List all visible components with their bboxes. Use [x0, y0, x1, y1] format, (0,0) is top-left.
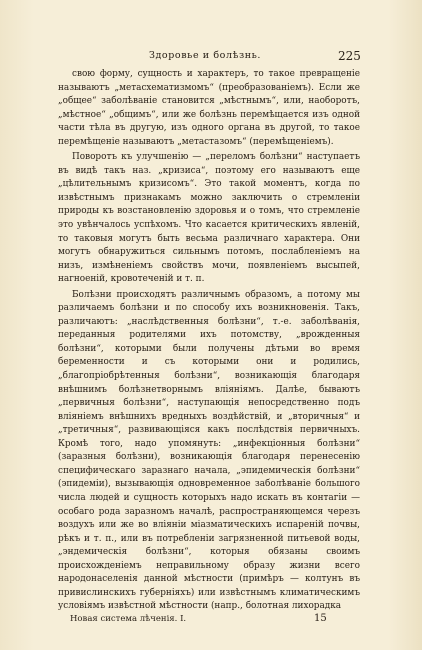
paragraph: свою форму, сущность и характеръ, то такое превращеніе называютъ „метасхематизмомъ“ (преобразованіемъ). Если же „общее“ заболѣваніе становится „мѣстнымъ“, или, наоборотъ, „мѣстное“ „общимъ“, или же болѣзнь перемѣщается изъ одной части тѣла въ другую, изъ одного органа въ другой, то такое перемѣщеніе называютъ „метастазомъ“ (перемѣщеніемъ). — [58, 69, 360, 147]
sheet-number: 15 — [314, 613, 327, 624]
paragraph: Болѣзни происходятъ различнымъ образомъ, а потому мы различаемъ болѣзни и по способу ихъ возникновенія. Такъ, различаютъ: „наслѣдственныя болѣзни“, т.-е. заболѣванія, переданныя родителями ихъ потомству, „врожденныя болѣзни“, которыми были получены дѣтьми во время беременности и съ которыми они и родились, „благопріобрѣтенныя болѣзни“, возникающія благодаря внѣшнимъ болѣзнетворнымъ вліяніямъ. Далѣе, бываютъ „первичныя болѣзни“, наступающія непосредственно подъ вліяніемъ внѣшнихъ вредныхъ воздѣйствій, и „вторичныя“ и „третичныя“, развивающіяся какъ послѣдствія первичныхъ. Кромѣ того, надо упомянуть: „инфекціонныя болѣзни“ (заразныя болѣзни), возникающія благодаря перенесенію специфическаго заразнаго начала, „эпидемическія болѣзни“ (эпидеміи), вызывающія одновременное заболѣваніе большого числа людей и сущность которыхъ надо искать въ контагіи — особаго рода заразномъ началѣ, распространяющемся черезъ воздухъ или же во вліяніи міазматическихъ испареній почвы, рѣкъ и т. п., или въ потребленіи загрязненной питьевой воды, „эндемическія болѣзни“, которыя обязаны своимъ происхожденіемъ неправильному образу жизни всего народонаселенія данной мѣстности (примѣръ — колтунъ въ привислинскихъ губерніяхъ) или извѣстнымъ климатическимъ условіямъ извѣстной мѣстности (напр., болотная лихорадка — [58, 289, 360, 612]
footer-signature: Новая система лѣченія. I. — [70, 614, 187, 624]
running-title: Здоровье и болѣзнь. — [148, 50, 262, 61]
paragraph: Поворотъ къ улучшенію — „переломъ болѣзни“ наступаетъ въ видѣ такъ наз. „кризиса“, поэтому его называютъ еще „цѣлительнымъ кризисомъ“. Это такой моментъ, когда по извѣстнымъ признакамъ можно заключить о стремленіи природы къ возстановленію здоровья и о томъ, что стремленіе это увѣнчалось успѣхомъ. Что касается критическихъ явленій, то таковыя могутъ быть весьма различнаго характера. Они могутъ обнаружиться сильнымъ потомъ, послабленіемъ на низъ, измѣненіемъ свойствъ мочи, появленіемъ высыпей, нагноеній, кровотеченій и т. п. — [58, 152, 360, 285]
body-text — [58, 68, 360, 614]
page-number: 225 — [338, 49, 361, 63]
